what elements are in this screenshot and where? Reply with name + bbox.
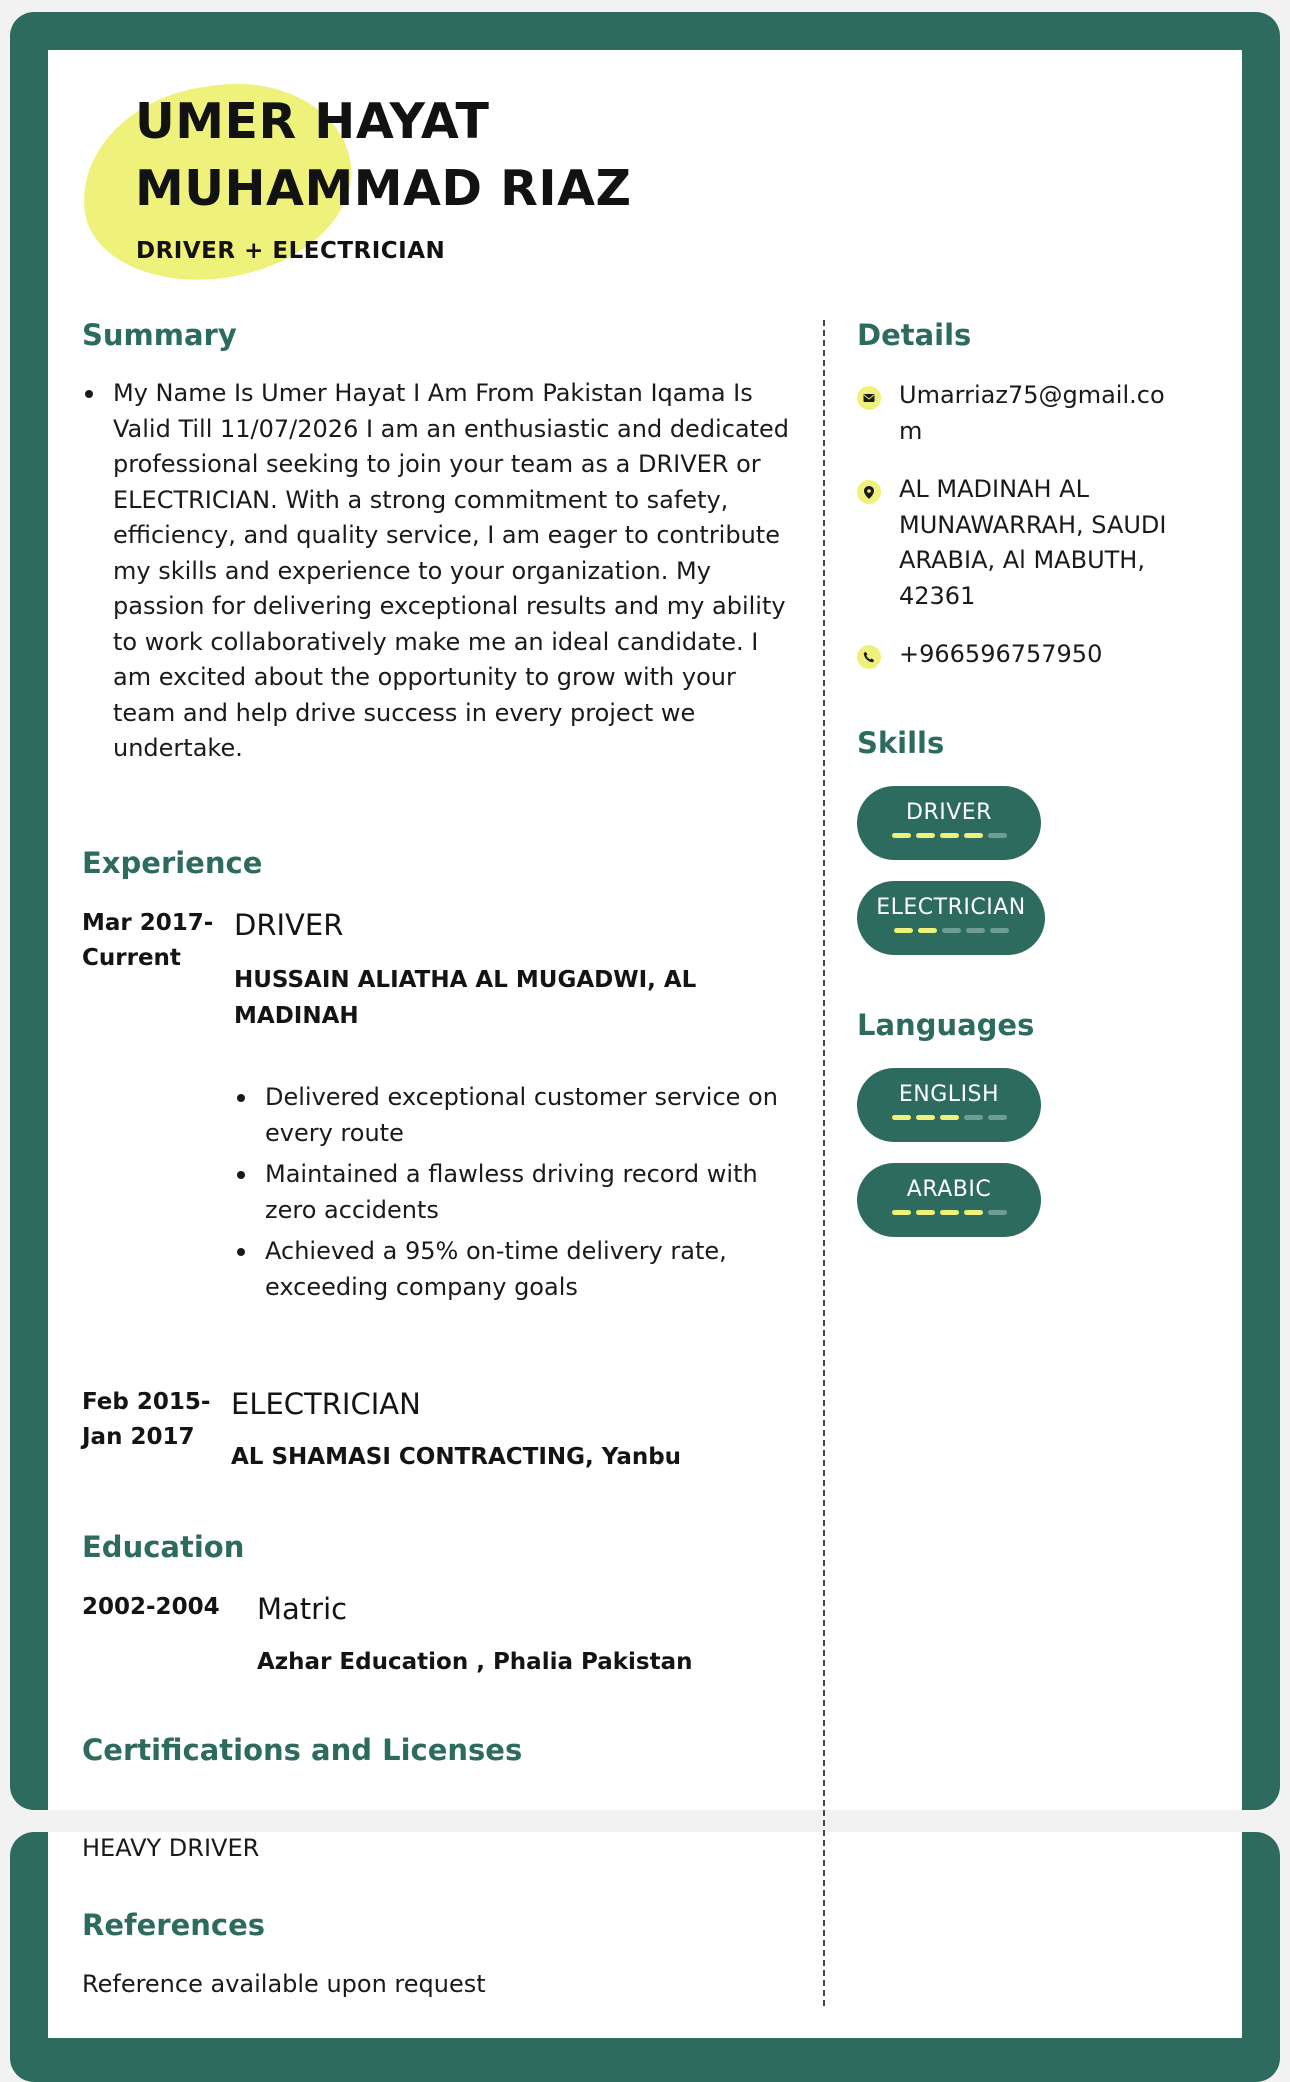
experience-1-bullets bbox=[234, 1080, 804, 1311]
level-dash bbox=[966, 928, 985, 933]
summary-list bbox=[82, 376, 802, 767]
name-line-1: UMER HAYAT bbox=[135, 93, 490, 150]
level-dash bbox=[940, 1210, 959, 1215]
skill-level-bar bbox=[857, 928, 1045, 933]
level-dash bbox=[916, 1115, 935, 1120]
level-dash bbox=[964, 1210, 983, 1215]
level-dash bbox=[940, 1115, 959, 1120]
location-pin-icon bbox=[857, 480, 881, 504]
job-title-headline: DRIVER + ELECTRICIAN bbox=[136, 238, 446, 264]
language-name: ENGLISH bbox=[898, 1082, 1000, 1107]
experience-1-company: HUSSAIN ALIATHA AL MUGADWI, AL MADINAH bbox=[234, 967, 697, 1029]
level-dash bbox=[988, 833, 1007, 838]
certifications-heading: Certifications and Licenses bbox=[82, 1733, 523, 1767]
detail-address bbox=[857, 472, 1187, 614]
phone-value[interactable]: +966596757950 bbox=[899, 640, 1103, 668]
level-dash bbox=[942, 928, 961, 933]
education-heading: Education bbox=[82, 1530, 245, 1564]
language-pill bbox=[857, 1163, 1041, 1237]
references-heading: References bbox=[82, 1908, 266, 1942]
level-dash bbox=[916, 1210, 935, 1215]
language-level-bar bbox=[857, 1210, 1041, 1215]
level-dash bbox=[916, 833, 935, 838]
details-heading: Details bbox=[857, 318, 972, 352]
address-value: AL MADINAH AL MUNAWARRAH, SAUDI ARABIA, Al MABUTH, 42361 bbox=[899, 475, 1167, 610]
level-dash bbox=[892, 1210, 911, 1215]
level-dash bbox=[894, 928, 913, 933]
level-dash bbox=[988, 1210, 1007, 1215]
certification-item: HEAVY DRIVER bbox=[82, 1834, 260, 1862]
level-dash bbox=[940, 833, 959, 838]
skill-pill bbox=[857, 786, 1041, 860]
experience-1-date: Mar 2017- Current bbox=[82, 910, 214, 971]
skills-heading: Skills bbox=[857, 726, 945, 760]
experience-1-bullet: Delivered exceptional customer service on every route bbox=[234, 1080, 804, 1151]
level-dash bbox=[964, 1115, 983, 1120]
education-degree: Matric bbox=[257, 1592, 348, 1626]
summary-heading: Summary bbox=[82, 318, 237, 352]
page-gap bbox=[0, 1810, 1290, 1832]
education-years: 2002-2004 bbox=[82, 1594, 220, 1620]
skill-name: ELECTRICIAN bbox=[876, 895, 1026, 920]
references-text: Reference available upon request bbox=[82, 1970, 486, 1998]
skill-pill bbox=[857, 881, 1045, 955]
level-dash bbox=[892, 1115, 911, 1120]
languages-heading: Languages bbox=[857, 1008, 1035, 1042]
detail-email bbox=[857, 378, 1187, 449]
education-school: Azhar Education , Phalia Pakistan bbox=[257, 1649, 693, 1675]
summary-text: My Name Is Umer Hayat I Am From Pakistan Iqama Is Valid Till 11/07/2026 I am an enthusiastic and dedicated professional seeking to join your team as a DRIVER or ELECTRICIAN. With a strong commitment to safety, efficiency, and quality service, I am eager to contribute my skills and experience to your organization. My passion for delivering exceptional results and my ability to work collaboratively make me an ideal candidate. I am excited about the opportunity to grow with your team and help drive success in every project we undertake. bbox=[82, 376, 802, 767]
experience-1-title: DRIVER bbox=[234, 908, 344, 942]
phone-icon bbox=[857, 645, 881, 669]
name-line-2: MUHAMMAD RIAZ bbox=[135, 160, 632, 217]
skill-name: DRIVER bbox=[906, 800, 992, 825]
experience-2-company: AL SHAMASI CONTRACTING, Yanbu bbox=[231, 1444, 682, 1470]
level-dash bbox=[918, 928, 937, 933]
experience-1-bullet: Achieved a 95% on-time delivery rate, exceeding company goals bbox=[234, 1234, 804, 1305]
detail-phone bbox=[857, 637, 1187, 673]
level-dash bbox=[892, 833, 911, 838]
experience-2-title: ELECTRICIAN bbox=[231, 1387, 421, 1421]
language-name: ARABIC bbox=[906, 1177, 992, 1202]
email-value[interactable]: Umarriaz75@gmail.com bbox=[899, 381, 1165, 445]
language-level-bar bbox=[857, 1115, 1041, 1120]
candidate-name bbox=[135, 88, 632, 222]
language-pill bbox=[857, 1068, 1041, 1142]
experience-heading: Experience bbox=[82, 846, 263, 880]
experience-1-bullet: Maintained a flawless driving record with zero accidents bbox=[234, 1157, 804, 1228]
skill-level-bar bbox=[857, 833, 1041, 838]
email-icon bbox=[857, 386, 881, 410]
experience-2-date: Feb 2015- Jan 2017 bbox=[82, 1389, 211, 1450]
column-divider bbox=[823, 320, 825, 2006]
level-dash bbox=[988, 1115, 1007, 1120]
level-dash bbox=[964, 833, 983, 838]
level-dash bbox=[990, 928, 1009, 933]
